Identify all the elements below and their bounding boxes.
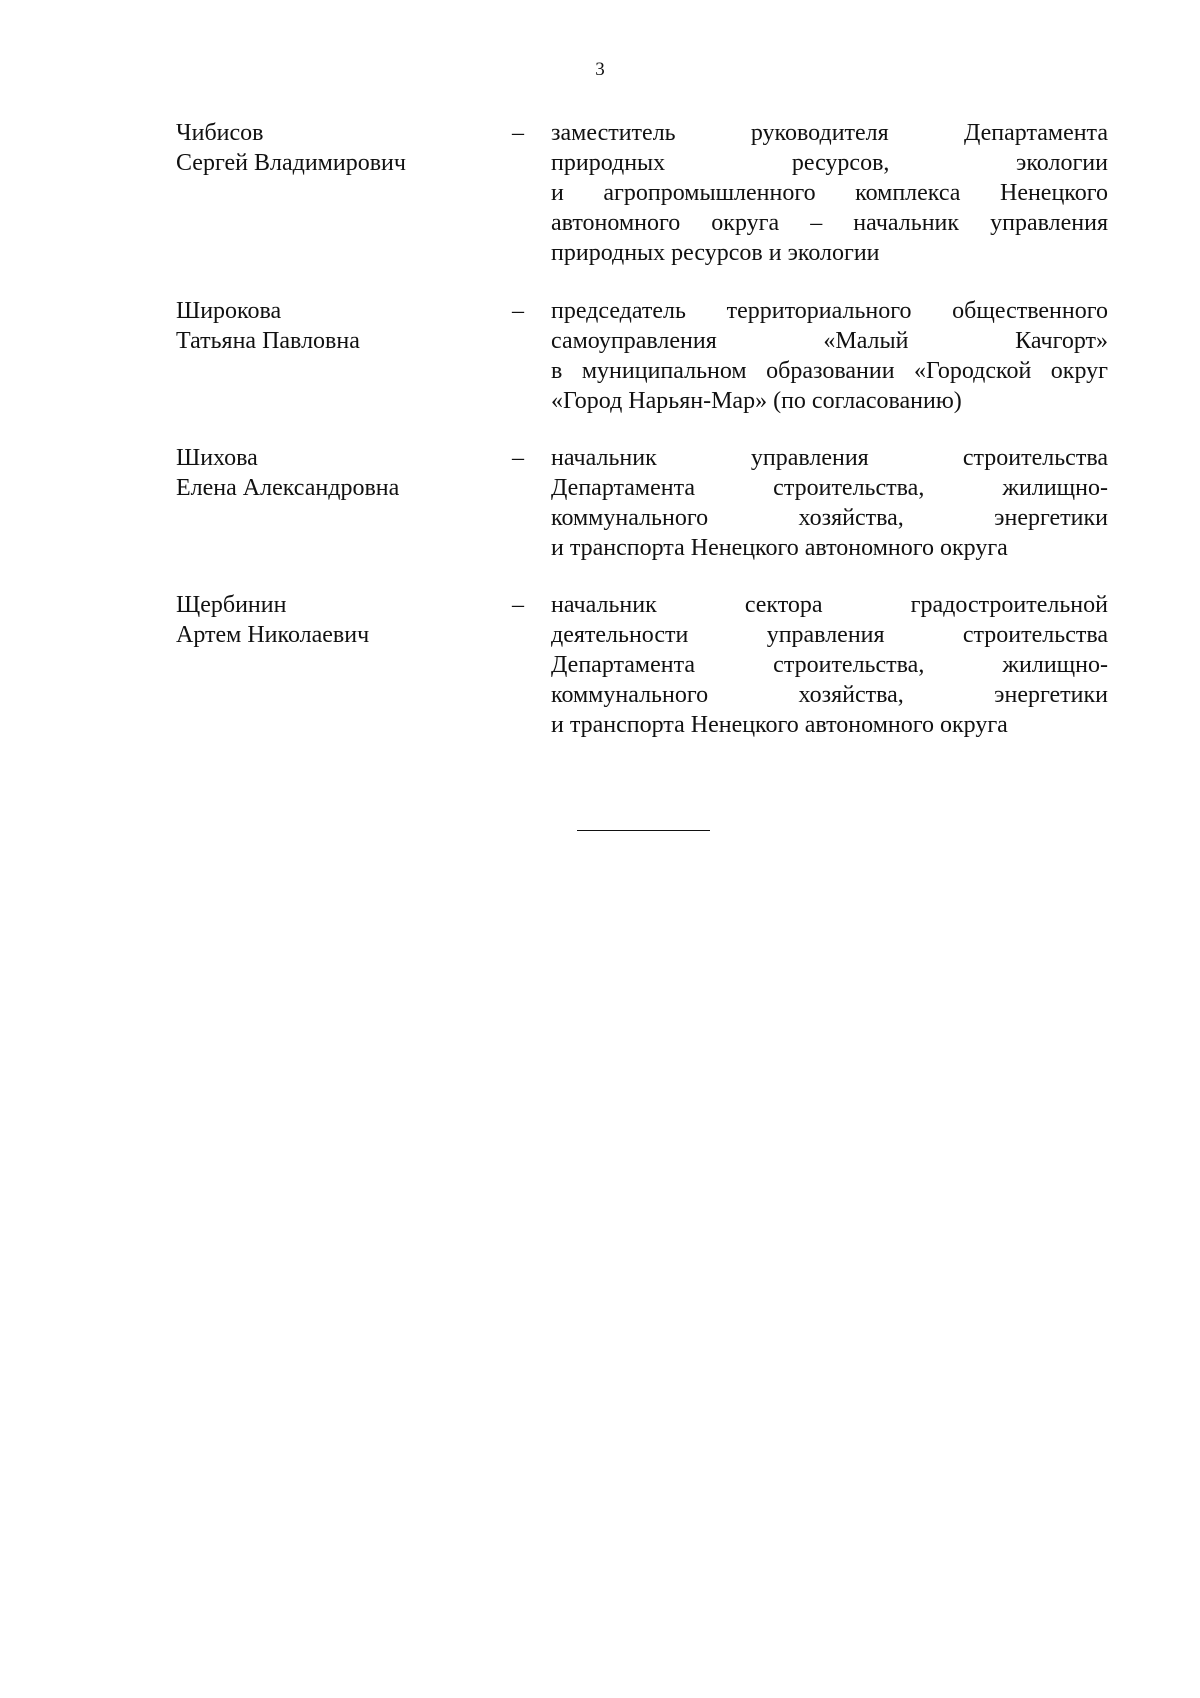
position-line: природных ресурсов, экологии (551, 150, 1108, 176)
member-given-names: Елена Александровна (176, 475, 400, 501)
member-name (176, 590, 476, 650)
position-line: и транспорта Ненецкого автономного округа (551, 535, 1008, 561)
page-number: 3 (595, 59, 605, 80)
separator-dash: – (512, 120, 524, 146)
position-line: коммунального хозяйства, энергетики (551, 505, 1108, 531)
position-line: начальник управления строительства (551, 445, 1108, 471)
member-position (551, 296, 1108, 416)
member-surname: Чибисов (176, 120, 264, 146)
member-name (176, 296, 476, 356)
separator-dash: – (512, 445, 524, 471)
position-line: и агропромышленного комплекса Ненецкого (551, 180, 1108, 206)
member-position (551, 443, 1108, 563)
position-line: «Город Нарьян-Мар» (по согласованию) (551, 388, 962, 414)
member-name (176, 118, 476, 178)
separator-dash: – (512, 592, 524, 618)
position-line: и транспорта Ненецкого автономного округа (551, 712, 1008, 738)
position-line: самоуправления «Малый Качгорт» (551, 328, 1108, 354)
position-line: председатель территориального общественного (551, 298, 1108, 324)
member-surname: Широкова (176, 298, 282, 324)
member-given-names: Артем Николаевич (176, 622, 370, 648)
member-position (551, 118, 1108, 268)
member-surname: Щербинин (176, 592, 287, 618)
member-name (176, 443, 476, 503)
member-surname: Шихова (176, 445, 258, 471)
position-line: Департамента строительства, жилищно- (551, 652, 1108, 678)
position-line: в муниципальном образовании «Городской округ (551, 358, 1108, 384)
position-line: коммунального хозяйства, энергетики (551, 682, 1108, 708)
position-line: природных ресурсов и экологии (551, 240, 880, 266)
member-given-names: Сергей Владимирович (176, 150, 406, 176)
position-line: Департамента строительства, жилищно- (551, 475, 1108, 501)
position-line: заместитель руководителя Департамента (551, 120, 1108, 146)
member-position (551, 590, 1108, 740)
separator-dash: – (512, 298, 524, 324)
position-line: начальник сектора градостроительной (551, 592, 1108, 618)
member-given-names: Татьяна Павловна (176, 328, 360, 354)
position-line: автономного округа – начальник управления (551, 210, 1108, 236)
position-line: деятельности управления строительства (551, 622, 1108, 648)
end-of-list-rule (577, 830, 710, 831)
